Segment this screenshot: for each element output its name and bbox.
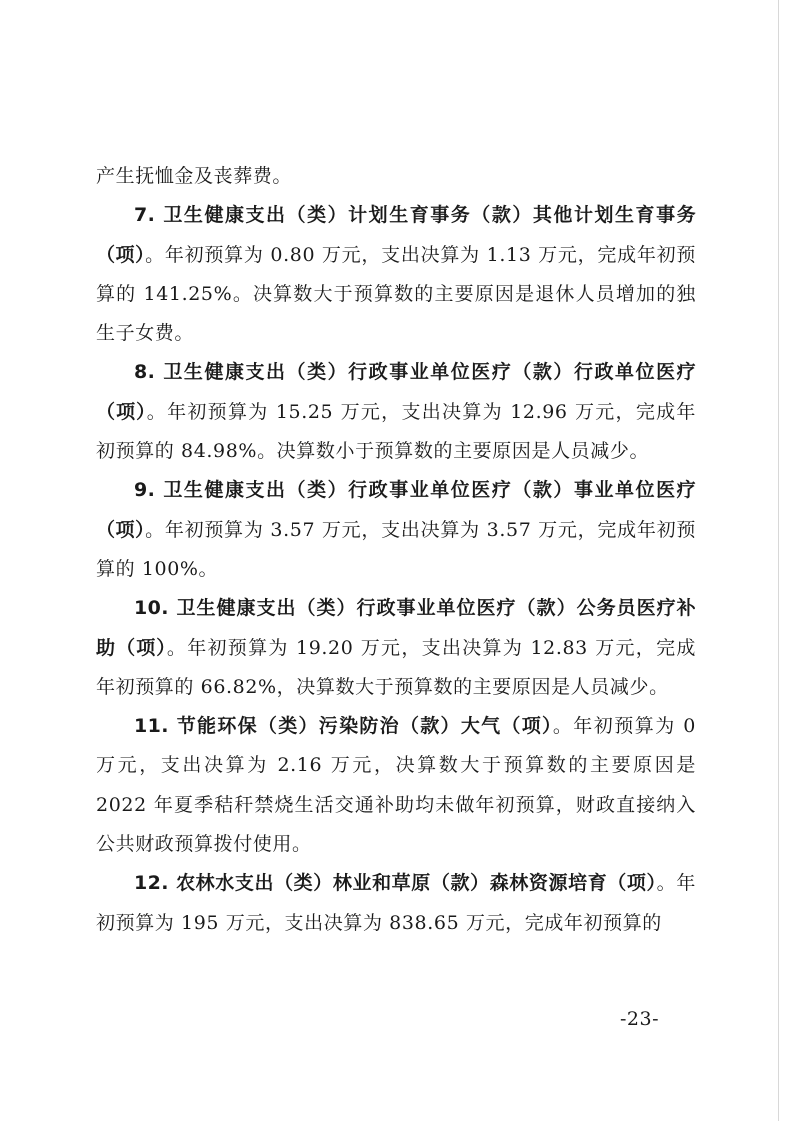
scan-edge-line — [778, 0, 779, 1121]
item-8-text: 。年初预算为 15.25 万元，支出决算为 12.96 万元，完成年初预算的 84.98%。决算数小于预算数的主要原因是人员减少。 — [96, 400, 696, 463]
paragraph-item-10 — [96, 589, 696, 707]
paragraph-item-12 — [96, 864, 696, 943]
item-8-heading: 8. 卫生健康支出（类）行政事业单位医疗（款）行政单位医疗（项） — [96, 361, 696, 423]
paragraph-item-9 — [96, 471, 696, 589]
item-11-heading: 11. 节能环保（类）污染防治（款）大气（项） — [134, 715, 553, 738]
item-9-heading: 9. 卫生健康支出（类）行政事业单位医疗（款）事业单位医疗（项） — [96, 479, 696, 541]
document-body — [96, 157, 696, 943]
item-12-text: 。年初预算为 195 万元，支出决算为 838.65 万元，完成年初预算的 — [96, 872, 697, 934]
page-number: -23- — [620, 1008, 660, 1030]
item-9-text: 。年初预算为 3.57 万元，支出决算为 3.57 万元，完成年初预算的 100%。 — [96, 518, 697, 580]
item-10-text: 。年初预算为 19.20 万元，支出决算为 12.83 万元，完成年初预算的 66.82%，决算数大于预算数的主要原因是人员减少。 — [96, 636, 697, 698]
paragraph-item-8 — [96, 353, 696, 471]
item-12-heading: 12. 农林水支出（类）林业和草原（款）森林资源培育（项） — [134, 872, 657, 895]
paragraph-intro-text: 产生抚恤金及丧葬费。 — [96, 165, 293, 187]
item-10-heading: 10. 卫生健康支出（类）行政事业单位医疗（款）公务员医疗补助（项） — [96, 597, 696, 659]
item-7-heading: 7. 卫生健康支出（类）计划生育事务（款）其他计划生育事务（项） — [96, 204, 696, 266]
paragraph-item-7 — [96, 196, 696, 353]
item-7-text: 。年初预算为 0.80 万元，支出决算为 1.13 万元，完成年初预算的 141.25%。决算数大于预算数的主要原因是退休人员增加的独生子女费。 — [96, 243, 697, 345]
item-11-text: 。年初预算为 0 万元，支出决算为 2.16 万元，决算数大于预算数的主要原因是 2022 年夏季秸秆禁烧生活交通补助均未做年初预算，财政直接纳入公共财政预算拨付使用。 — [96, 715, 696, 856]
paragraph-intro — [96, 157, 696, 196]
paragraph-item-11 — [96, 707, 696, 864]
